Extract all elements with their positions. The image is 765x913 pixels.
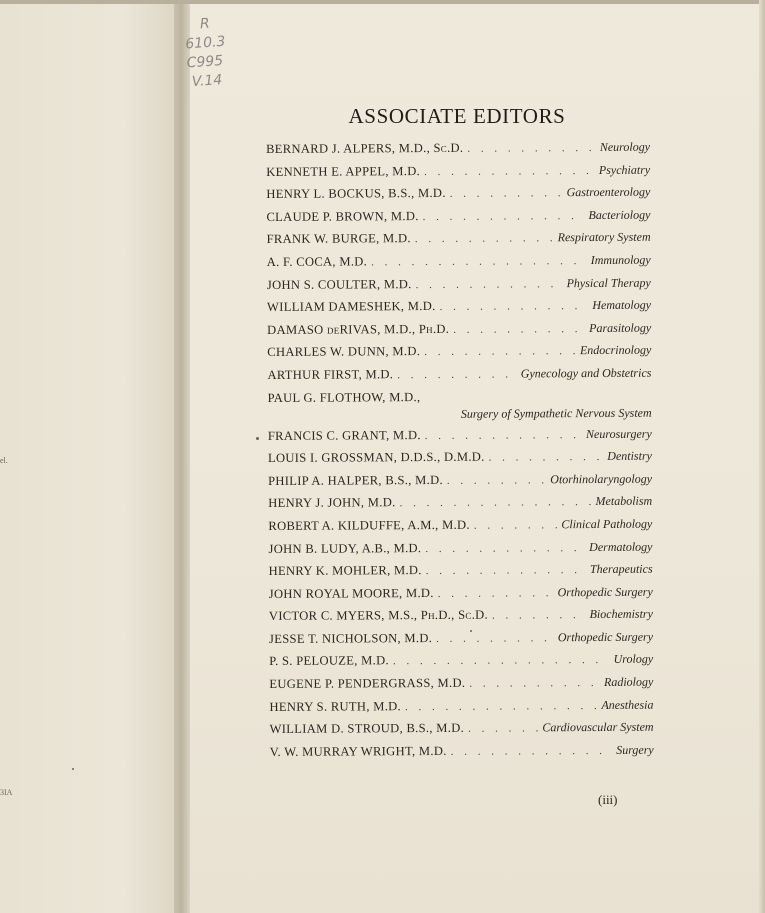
editor-name: JOHN B. LUDY, A.B., M.D. bbox=[268, 540, 422, 556]
editor-specialty: Surgery bbox=[616, 742, 654, 757]
editor-specialty: Radiology bbox=[603, 674, 654, 690]
editor-specialty: Orthopedic Surgery bbox=[557, 584, 653, 599]
editor-name: DAMASO deRIVAS, M.D., Ph.D. bbox=[267, 321, 450, 337]
editor-specialty: Endocrinology bbox=[579, 342, 652, 358]
left-page bbox=[0, 0, 176, 913]
editor-specialty: Therapeutics bbox=[589, 561, 653, 577]
editor-specialty: Otorhinolaryngology bbox=[550, 471, 653, 486]
editor-entry bbox=[267, 343, 651, 368]
editor-entry bbox=[268, 471, 652, 496]
editor-name: ROBERT A. KILDUFFE, A.M., M.D. bbox=[268, 517, 470, 533]
leader-dots bbox=[451, 745, 613, 758]
editor-specialty: Orthopedic Surgery bbox=[557, 629, 654, 645]
editor-entry bbox=[268, 388, 652, 428]
editor-specialty: Metabolism bbox=[595, 493, 653, 509]
print-speck bbox=[72, 768, 74, 770]
editor-entry bbox=[266, 185, 650, 210]
editor-name: ARTHUR FIRST, M.D. bbox=[267, 367, 394, 382]
editor-name: BERNARD J. ALPERS, M.D., Sc.D. bbox=[266, 140, 464, 156]
editor-name: JOHN ROYAL MOORE, M.D. bbox=[268, 585, 434, 601]
editor-entry bbox=[268, 517, 652, 542]
editor-name: LOUIS I. GROSSMAN, D.D.S., D.M.D. bbox=[267, 449, 485, 466]
editor-specialty: Cardiovascular System bbox=[542, 719, 654, 735]
pencil-call-number bbox=[183, 12, 258, 93]
editor-name: WILLIAM DAMESHEK, M.D. bbox=[266, 299, 436, 315]
editor-entry bbox=[267, 320, 651, 345]
pencil-line: C995 bbox=[186, 52, 224, 72]
leader-dots bbox=[393, 654, 610, 667]
editor-entry bbox=[266, 162, 650, 187]
editor-specialty: Dentistry bbox=[607, 448, 652, 464]
editor-entry bbox=[268, 539, 652, 564]
editor-name: FRANK W. BURGE, M.D. bbox=[266, 231, 411, 247]
pencil-line: 610.3 bbox=[184, 33, 226, 53]
leader-dots bbox=[426, 564, 586, 577]
leader-dots bbox=[467, 142, 596, 155]
left-margin-fragment: el. bbox=[0, 456, 8, 465]
leader-dots bbox=[447, 474, 546, 487]
editor-entry bbox=[267, 230, 651, 255]
editor-entry bbox=[269, 652, 653, 677]
editor-entry bbox=[266, 207, 650, 232]
editor-name: KENNETH E. APPEL, M.D. bbox=[266, 163, 421, 179]
editor-specialty: Parasitology bbox=[589, 320, 652, 335]
editor-entry bbox=[268, 494, 652, 519]
leader-dots bbox=[436, 632, 554, 645]
editor-name: CHARLES W. DUNN, M.D. bbox=[267, 344, 421, 360]
editor-specialty: Urology bbox=[613, 652, 654, 667]
editor-name: HENRY L. BOCKUS, B.S., M.D. bbox=[266, 186, 446, 202]
leader-dots bbox=[416, 278, 563, 291]
leader-dots bbox=[440, 300, 589, 313]
editor-name: EUGENE P. PENDERGRASS, M.D. bbox=[269, 675, 466, 692]
leader-dots bbox=[453, 323, 585, 336]
editor-name: JESSE T. NICHOLSON, M.D. bbox=[268, 630, 433, 646]
leader-dots bbox=[489, 451, 604, 464]
editor-entry bbox=[268, 449, 652, 474]
editor-name: WILLIAM D. STROUD, B.S., M.D. bbox=[269, 721, 465, 737]
leader-dots bbox=[423, 210, 585, 223]
leader-dots bbox=[425, 542, 585, 555]
editor-name: CLAUDE P. BROWN, M.D. bbox=[266, 208, 419, 224]
editor-name: JOHN S. COULTER, M.D. bbox=[266, 276, 412, 292]
editor-entry bbox=[269, 562, 653, 587]
editor-entry bbox=[266, 140, 650, 165]
editor-entry bbox=[267, 298, 651, 323]
pencil-line: R bbox=[199, 15, 211, 33]
editor-specialty: Anesthesia bbox=[601, 697, 654, 712]
editor-name: A. F. COCA, M.D. bbox=[266, 254, 368, 269]
editor-entry bbox=[267, 275, 651, 300]
editor-specialty: Gynecology and Obstetrics bbox=[520, 365, 652, 381]
pencil-line: V.14 bbox=[191, 72, 223, 91]
leader-dots bbox=[397, 368, 517, 381]
left-margin-fragment: 3IA bbox=[0, 788, 13, 797]
editor-entry bbox=[267, 366, 651, 391]
page-title: ASSOCIATE EDITORS bbox=[348, 104, 566, 128]
leader-dots bbox=[425, 429, 582, 442]
editor-name: V. W. MURRAY WRIGHT, M.D. bbox=[269, 743, 447, 759]
editor-specialty: Dermatology bbox=[589, 539, 653, 554]
leader-dots bbox=[405, 700, 598, 713]
editor-specialty: Respiratory System bbox=[557, 230, 651, 245]
leader-dots bbox=[371, 255, 587, 268]
editor-entry bbox=[270, 720, 654, 745]
editor-specialty: Gastroenterology bbox=[566, 184, 651, 200]
page-number: (iii) bbox=[598, 792, 618, 807]
editor-specialty: Neurology bbox=[599, 139, 651, 154]
editor-entry bbox=[269, 607, 653, 632]
editor-name: PAUL G. FLOTHOW, M.D., bbox=[267, 389, 421, 405]
editor-name: HENRY K. MOHLER, M.D. bbox=[268, 563, 422, 579]
leader-dots bbox=[415, 233, 554, 246]
leader-dots bbox=[468, 723, 538, 735]
editor-entry bbox=[269, 697, 653, 722]
editor-specialty: Physical Therapy bbox=[566, 275, 651, 290]
editor-specialty: Psychiatry bbox=[598, 162, 651, 177]
leader-dots bbox=[424, 165, 595, 178]
editor-name: FRANCIS C. GRANT, M.D. bbox=[267, 427, 421, 443]
editor-name: PHILIP A. HALPER, B.S., M.D. bbox=[268, 472, 443, 488]
leader-dots bbox=[438, 587, 554, 600]
editor-entry bbox=[269, 675, 653, 700]
print-speck bbox=[470, 630, 472, 632]
editor-specialty: Immunology bbox=[590, 252, 651, 267]
print-speck bbox=[256, 437, 259, 440]
editor-entry bbox=[267, 253, 651, 278]
book-gutter bbox=[174, 0, 190, 913]
leader-dots bbox=[469, 677, 600, 690]
leader-dots bbox=[424, 345, 576, 358]
leader-dots bbox=[450, 187, 563, 200]
editor-entry bbox=[269, 630, 653, 655]
editor-specialty: Neurosurgery bbox=[585, 426, 652, 441]
page-right-edge bbox=[759, 0, 765, 913]
editor-entry bbox=[269, 584, 653, 609]
editor-specialty: Biochemistry bbox=[589, 606, 653, 622]
editor-name: P. S. PELOUZE, M.D. bbox=[269, 653, 389, 669]
leader-dots bbox=[492, 609, 586, 622]
leader-dots bbox=[474, 519, 558, 532]
editor-name: HENRY S. RUTH, M.D. bbox=[269, 698, 402, 714]
editor-list bbox=[266, 140, 654, 768]
editor-name: HENRY J. JOHN, M.D. bbox=[268, 495, 396, 511]
leader-dots bbox=[400, 496, 592, 509]
editor-specialty: Surgery of Sympathetic Nervous System bbox=[460, 405, 652, 421]
editor-entry bbox=[268, 426, 652, 451]
page-top-edge bbox=[0, 0, 765, 4]
editor-entry bbox=[270, 742, 654, 767]
editor-specialty: Clinical Pathology bbox=[561, 516, 653, 532]
editor-specialty: Hematology bbox=[592, 297, 652, 313]
editor-name: VICTOR C. MYERS, M.S., Ph.D., Sc.D. bbox=[268, 607, 489, 624]
editor-specialty: Bacteriology bbox=[588, 207, 651, 222]
